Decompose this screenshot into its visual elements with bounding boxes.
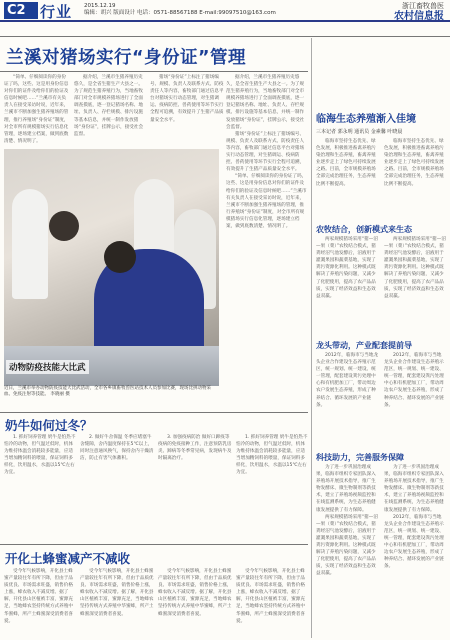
right-sub3-text: 两家规模猪场采用“猪—沼—果（菜）”农牧结合模式，猪粪经沼气池发酵后，沼液用于灌溉果园和蔬菜基地，实现了粪污资源化利用。这种模式既解决了养殖污染问题，又减少了化肥使用，提高了农产品品质，实现了经济效益和生态效益双赢。	[316, 514, 378, 577]
photo-figure	[104, 241, 136, 273]
right-sub3-text: 为了进一步巩固治理成果，临海市组织专家团队深入养殖场开展技术指导，推广生物发酵床、微生物制剂等新技术，建立了养殖场视频监控和在线监测系统，为生态养殖健康发展提供了有力保障。	[316, 465, 376, 513]
lead-col-1	[4, 74, 70, 146]
right-sub1: 农牧结合，创新模式来生态	[316, 225, 412, 234]
right-sub3-text: 2012年，临海市与当地龙头企业合作建设生态养殖示范区，统一规划、统一建设、统一管理，配套建设粪污处理中心和有机肥加工厂，带动周边农户发展生态养殖，形成了种养结合、循环发展的产业链条。	[384, 514, 444, 570]
milk-paragraph: 1. 抓好饲养管理 奶牛是怕热不怕冷的动物，但气温过低时，机体为维持体温会消耗较多能量，应适当增加精饲料的喂量，保证饲料多样化，饮用温水，水温以15℃左右为宜。	[4, 435, 76, 476]
right-sub2-text: 2012年，临海市与当地龙头企业合作建设生态养殖示范区，统一规划、统一建设、统一管理，配套建设粪污处理中心和有机肥加工厂，带动周边农户发展生态养殖，形成了种养结合、循环发展的产业链条。	[316, 353, 379, 408]
milk-paragraph: 3. 加强疫病防治 做好口蹄疫等疫病的免疫接种工作，注意预防乳房炎、蹄病等冬季常见病，发现病牛及时隔离治疗。	[158, 435, 232, 462]
bee-headline: 开化土蜂蜜减产不减收	[5, 551, 131, 566]
right-sub1-col-1	[316, 236, 380, 336]
top-rule	[0, 36, 450, 37]
photo-figure	[49, 211, 79, 241]
lead-col-3	[150, 74, 224, 146]
right-intro-col-2	[384, 138, 446, 220]
editor-line: 编辑：胡兴 版面设计	[84, 10, 136, 16]
right-sub1-text: 两家规模猪场采用“猪—沼—果（菜）”农牧结合模式，猪粪经沼气池发酵后，沼液用于灌溉果园和蔬菜基地，实现了粪污资源化利用。这种模式既解决了养殖污染问题，又减少了化肥使用，提高了农产品品质，实现了经济效益和生态效益双赢。	[384, 237, 446, 299]
right-sub3-text: 为了进一步巩固治理成果，临海市组织专家团队深入养殖场开展技术指导，推广生物发酵床、微生物制剂等新技术，建立了养殖场视频监控和在线监测系统，为生态养殖健康发展提供了有力保障。	[384, 465, 444, 513]
photo-figure	[12, 189, 48, 299]
lead-paragraph: “简单、仔细阅读你的身份证了吗，这些、这是用身份信息对你们的证件及给你们的验证及信息时候吧……”兰溪市有关负责人在接受采访时说，近年来，兰溪市不断加强生猪养殖场的管理，推行养殖场“身份证”制度，对全市所有规模猪场实行信息化管理，逐场建立档案，做到底数清楚、情况明了。	[4, 75, 69, 144]
lead-col-2	[74, 74, 146, 146]
right-sub3: 科技助力，完善服务保障	[316, 453, 404, 462]
right-sub2-col-1	[316, 352, 380, 450]
right-sub2: 龙头带动，产业配套提前导	[316, 341, 412, 350]
right-sub1-col-2	[384, 236, 446, 336]
bee-col-1	[4, 568, 76, 638]
right-sub2-col-2	[384, 352, 446, 450]
milk-paragraph: 2. 做好牛舍保温 冬季应堵塞牛舍缝隙，舍内温度保持在5℃以上，同时注意通风换气，保持舍内干燥清洁，防止有害气体蓄积。	[80, 435, 154, 462]
milk-col-2	[80, 434, 154, 542]
right-sub3-col-1	[316, 464, 380, 636]
paper-name: 农村信息报	[394, 11, 444, 22]
right-sub2-text: 2012年，临海市与当地龙头企业合作建设生态养殖示范区，统一规划、统一建设、统一管理，配套建设粪污处理中心和有机肥加工厂，带动周边农户发展生态养殖，形成了种养结合、循环发展的产业链条。	[384, 353, 444, 408]
photo-title: 动物防疫技能大比武	[6, 360, 89, 374]
bee-paragraph: 受今年气候影响，开化县土蜂蜜产量较往年有所下降，但由于品质优良、市场需求旺盛，销售价格上涨，蜂农收入不减反增。据了解，开化县山区植被丰富，蜜源充足，当地蜂农坚持传统方式养殖中华蜜蜂，所产土蜂蜜深受消费者喜爱。	[158, 569, 232, 617]
milk-col-4	[236, 434, 308, 542]
lead-paragraph: “简单、仔细阅读你的身份证了吗，这些、这是用身份信息对你们的证件及给你们的验证及信息时候吧……”兰溪市有关负责人在接受采访时说，近年来，兰溪市不断加强生猪养殖场的管理，推行养殖场“身份证”制度，对全市所有规模猪场实行信息化管理，逐场建立档案，做到底数清楚、情况明了。	[226, 174, 307, 229]
right-intro: 临海市坚持生态优先、绿色发展，积极推进畜禽养殖污染治理和生态养殖，畜禽养殖业逐步走上了绿色可持续发展之路。目前，全市规模养殖场全部完成治理任务，生态养殖比例不断提高。	[384, 139, 444, 187]
section-code: C2	[4, 2, 38, 19]
contact-line: 电话：0571-88567188 E-mail:99097510@163.com	[137, 10, 276, 16]
lead-col-4	[226, 74, 308, 386]
milk-rule	[0, 412, 308, 413]
lead-paragraph: 猪场“身份证”上标注了猪场编号、规模、负责人及联系方式、防疫责任人等内容，畜牧部门通过信息平台对猪场实行动态管理，对生猪调运、疫病防控、兽药使用等环节实行全程可追溯，有效提升了生猪产品质量安全水平。	[226, 131, 305, 173]
right-byline: 三本记者 郭永明 通讯员 金素馨 叶晓晨	[316, 129, 403, 135]
milk-paragraph: 1. 抓好饲养管理 奶牛是怕热不怕冷的动物，但气温过低时，机体为维持体温会消耗较多能量，应适当增加精饲料的喂量，保证饲料多样化，饮用温水，水温以15℃左右为宜。	[236, 435, 308, 476]
photo-caption: 近日，兰溪市举办动物防疫技能大比武活动，全市各乡镇畜牧兽医站技术人员参加比赛，现场比拼动物采血、免疫注射等技能。 李晓丽 摄	[4, 386, 211, 397]
right-headline: 临海生态养殖渐入佳境	[316, 114, 416, 125]
issue-date: 2015.12.19	[84, 3, 116, 9]
lead-paragraph: 据介绍，兰溪市生猪养殖历史悠久，是全省生猪生产大县之一。为了规范生猪养殖行为，当地畜牧部门对全市规模养猪场进行了全面调查摸底，逐一登记猪场名称、地址、负责人、存栏规模、排污设施等基本信息，并统一制作发放猪场“身份证”，挂牌公示，接受社会监督。	[226, 75, 305, 130]
bee-rule	[0, 544, 308, 545]
region-label: 浙江畜牧兽医	[402, 2, 444, 10]
lead-headline: 兰溪对猪场实行“身份证”管理	[6, 48, 247, 68]
right-sub3-col-2	[384, 464, 446, 636]
milk-headline: 奶牛如何过冬？	[5, 418, 93, 433]
column-divider	[311, 38, 312, 638]
right-intro: 临海市坚持生态优先、绿色发展，积极推进畜禽养殖污染治理和生态养殖，畜禽养殖业逐步走上了绿色可持续发展之路。目前，全市规模养殖场全部完成治理任务，生态养殖比例不断提高。	[316, 139, 376, 187]
milk-col-1	[4, 434, 76, 542]
right-sub1-text: 两家规模猪场采用“猪—沼—果（菜）”农牧结合模式，猪粪经沼气池发酵后，沼液用于灌溉果园和蔬菜基地，实现了粪污资源化利用。这种模式既解决了养殖污染问题，又减少了化肥使用，提高了农产品品质，实现了经济效益和生态效益双赢。	[316, 237, 378, 299]
bee-col-2	[80, 568, 154, 638]
lead-paragraph: 据介绍，兰溪市生猪养殖历史悠久，是全省生猪生产大县之一。为了规范生猪养殖行为，当地畜牧部门对全市规模养猪场进行了全面调查摸底，逐一登记猪场名称、地址、负责人、存栏规模、排污设施等基本信息，并统一制作发放猪场“身份证”，挂牌公示，接受社会监督。	[74, 75, 144, 137]
lead-paragraph: 猪场“身份证”上标注了猪场编号、规模、负责人及联系方式、防疫责任人等内容，畜牧部门通过信息平台对猪场实行动态管理，对生猪调运、疫病防控、兽药使用等环节实行全程可追溯，有效提升了生猪产品质量安全水平。	[150, 75, 224, 123]
bee-paragraph: 受今年气候影响，开化县土蜂蜜产量较往年有所下降，但由于品质优良、市场需求旺盛，销售价格上涨，蜂农收入不减反增。据了解，开化县山区植被丰富，蜜源充足，当地蜂农坚持传统方式养殖中华蜜蜂，所产土蜂蜜深受消费者喜爱。	[80, 569, 154, 617]
lead-rule	[0, 71, 308, 72]
paper-brand	[394, 1, 444, 22]
right-intro-col-1	[316, 138, 380, 220]
masthead-meta	[84, 3, 276, 17]
page-header	[0, 0, 450, 22]
bee-col-3	[158, 568, 232, 638]
bee-paragraph: 受今年气候影响，开化县土蜂蜜产量较往年有所下降，但由于品质优良、市场需求旺盛，销售价格上涨，蜂农收入不减反增。据了解，开化县山区植被丰富，蜜源充足，当地蜂农坚持传统方式养殖中华蜜蜂，所产土蜂蜜深受消费者喜爱。	[4, 569, 73, 624]
milk-col-3	[158, 434, 232, 542]
bee-col-4	[236, 568, 308, 638]
news-photo	[4, 149, 219, 386]
bee-paragraph: 受今年气候影响，开化县土蜂蜜产量较往年有所下降，但由于品质优良、市场需求旺盛，销售价格上涨，蜂农收入不减反增。据了解，开化县山区植被丰富，蜜源充足，当地蜂农坚持传统方式养殖中华蜜蜂，所产土蜂蜜深受消费者喜爱。	[236, 569, 305, 624]
section-name: 行业	[40, 3, 73, 21]
